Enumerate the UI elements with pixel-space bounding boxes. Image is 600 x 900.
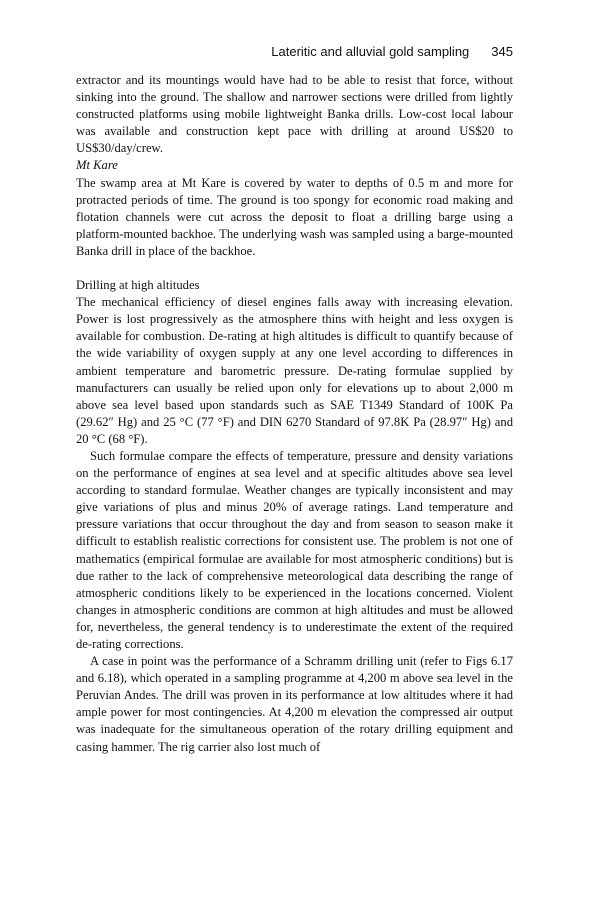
running-head — [271, 44, 513, 59]
paragraph: extractor and its mountings would have had to be able to resist that force, without sinking into the ground. The shallow and narrower sections were drilled from lightly constructed platforms using mobile lightweight Banka drills. Low-cost local labour was available and construction kept pace with drilling at around US$20 to US$30/day/crew. — [76, 73, 513, 156]
paragraph: The swamp area at Mt Kare is covered by water to depths of 0.5 m and more for protracted periods of time. The ground is too spongy for economic road making and flotation channels were cut across the deposit to float a drilling barge using a platform-mounted backhoe. The underlying wash was sampled using a barge-mounted Banka drill in place of the backhoe. — [76, 175, 513, 258]
page-number: 345 — [491, 44, 513, 59]
running-head-title: Lateritic and alluvial gold sampling — [271, 44, 470, 59]
body-text — [76, 72, 513, 756]
section-spacer — [76, 260, 513, 277]
paragraph: The mechanical efficiency of diesel engines falls away with increasing elevation. Power is lost progressively as the atmosphere thins with height and less oxygen is available for combustion. De-rating at high altitudes is difficult to quantify because of the wide variability of oxygen supply at any one level according to differences in ambient temperature and barometric pressure. De-rating formulae supplied by manufacturers can usually be relied upon only for elevations up to about 2,000 m above sea level based upon standards such as SAE T1349 Standard of 100K Pa (29.62″ Hg) and 25 °C (77 °F) and DIN 6270 Standard of 97.8K Pa (28.97″ Hg) and 20 °C (68 °F). — [76, 295, 513, 446]
paragraph: Such formulae compare the effects of temperature, pressure and density variations on the performance of engines at sea level and at specific altitudes above sea level according to standard formulae. Weather changes are typically inconsistent and may give variations of plus and minus 20% of average ratings. Land temperature and pressure variations that occur throughout the day and from season to season make it difficult to establish realistic corrections for consistent use. The problem is not one of mathematics (empirical formulae are available for most atmospheric conditions) but is due rather to the lack of comprehensive meteorological data describing the range of atmospheric conditions likely to be experienced in the locations concerned. Violent changes in atmospheric conditions are common at high altitudes and must be allowed for, nevertheless, the general tendency is to underestimate the extent of the required de-rating corrections. — [76, 448, 513, 651]
subsection-heading-mt-kare: Mt Kare — [76, 158, 118, 173]
section-heading: Drilling at high altitudes — [76, 278, 200, 293]
paragraph: A case in point was the performance of a Schramm drilling unit (refer to Figs 6.17 and 6.18), which operated in a sampling programme at 4,200 m above sea level in the Peruvian Andes. The drill was proven in its performance at low altitudes where it had ample power for most contingencies. At 4,200 m elevation the compressed air output was inadequate for the simultaneous operation of the rotary drilling equipment and casing hammer. The rig carrier also lost much of — [76, 654, 513, 754]
